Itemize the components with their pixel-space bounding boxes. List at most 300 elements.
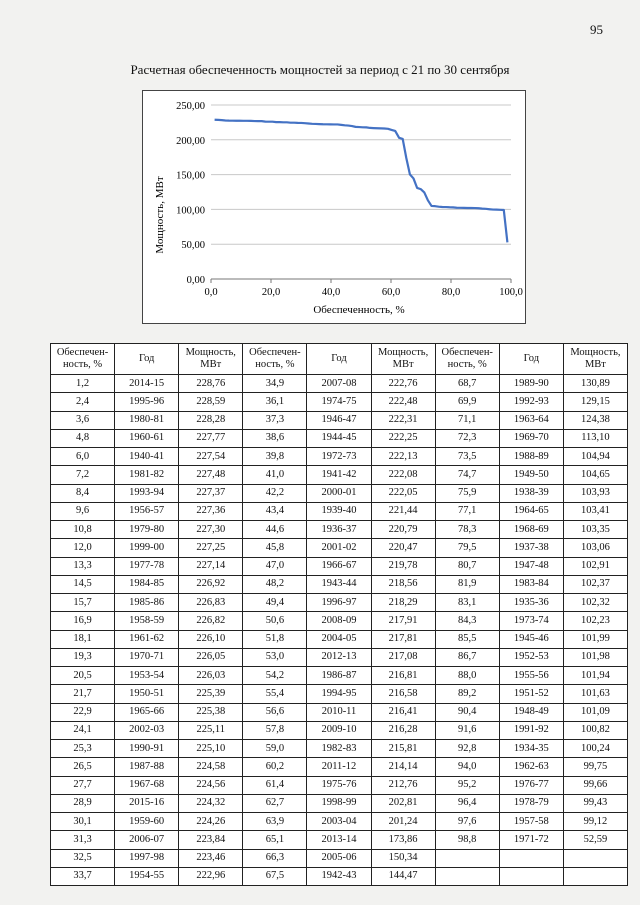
- table-cell: 71,1: [435, 411, 499, 429]
- table-cell: 1979-80: [115, 521, 179, 539]
- table-cell: [435, 867, 499, 885]
- table-cell: 60,2: [243, 758, 307, 776]
- table-cell: 1986-87: [307, 667, 371, 685]
- table-cell: 1966-67: [307, 557, 371, 575]
- table-cell: 1983-84: [499, 575, 563, 593]
- table-cell: 28,9: [51, 794, 115, 812]
- table-cell: 24,1: [51, 721, 115, 739]
- x-tick-label: 40,0: [321, 287, 341, 298]
- table-cell: 51,8: [243, 630, 307, 648]
- table-cell: 67,5: [243, 867, 307, 885]
- table-cell: 227,48: [179, 466, 243, 484]
- table-cell: 1935-36: [499, 594, 563, 612]
- table-cell: 79,5: [435, 539, 499, 557]
- table-cell: 1996-97: [307, 594, 371, 612]
- table-cell: 1968-69: [499, 521, 563, 539]
- table-cell: 1934-35: [499, 740, 563, 758]
- table-cell: 1981-82: [115, 466, 179, 484]
- table-cell: 19,3: [51, 648, 115, 666]
- table-cell: 1961-62: [115, 630, 179, 648]
- table-cell: 2001-02: [307, 539, 371, 557]
- table-cell: 33,7: [51, 867, 115, 885]
- table-cell: 150,34: [371, 849, 435, 867]
- table-cell: 2004-05: [307, 630, 371, 648]
- table-cell: 1976-77: [499, 776, 563, 794]
- table-cell: 102,91: [563, 557, 627, 575]
- table-cell: 32,5: [51, 849, 115, 867]
- table-cell: 1938-39: [499, 484, 563, 502]
- table-cell: 220,79: [371, 521, 435, 539]
- table-cell: 103,06: [563, 539, 627, 557]
- table-cell: 101,63: [563, 685, 627, 703]
- table-cell: 228,59: [179, 393, 243, 411]
- table-cell: 224,56: [179, 776, 243, 794]
- table-cell: 1994-95: [307, 685, 371, 703]
- table-cell: 21,7: [51, 685, 115, 703]
- table-cell: 144,47: [371, 867, 435, 885]
- table-cell: 225,38: [179, 703, 243, 721]
- table-cell: 91,6: [435, 721, 499, 739]
- table-cell: 89,2: [435, 685, 499, 703]
- table-cell: 103,41: [563, 502, 627, 520]
- table-cell: 14,5: [51, 575, 115, 593]
- table-cell: 222,08: [371, 466, 435, 484]
- table-cell: 20,5: [51, 667, 115, 685]
- table-cell: 1997-98: [115, 849, 179, 867]
- table-cell: 25,3: [51, 740, 115, 758]
- table-cell: 219,78: [371, 557, 435, 575]
- table-cell: 202,81: [371, 794, 435, 812]
- table-cell: 1973-74: [499, 612, 563, 630]
- table-row: [51, 521, 628, 539]
- table-cell: 201,24: [371, 813, 435, 831]
- table-cell: 100,82: [563, 721, 627, 739]
- y-tick-label: 100,00: [176, 205, 205, 217]
- x-tick-label: 0,0: [204, 287, 218, 298]
- table-cell: 53,0: [243, 648, 307, 666]
- table-cell: 37,3: [243, 411, 307, 429]
- table-cell: 15,7: [51, 594, 115, 612]
- table-cell: 41,0: [243, 466, 307, 484]
- table-cell: 13,3: [51, 557, 115, 575]
- table-row: [51, 667, 628, 685]
- table-cell: [499, 867, 563, 885]
- table-cell: 56,6: [243, 703, 307, 721]
- table-cell: 1960-61: [115, 429, 179, 447]
- table-cell: 130,89: [563, 375, 627, 393]
- chart-grid: [211, 105, 511, 279]
- table-cell: 103,35: [563, 521, 627, 539]
- column-header: Обеспечен-ность, %: [243, 344, 307, 375]
- table-cell: 2,4: [51, 393, 115, 411]
- table-cell: 1971-72: [499, 831, 563, 849]
- column-header: Обеспечен-ность, %: [51, 344, 115, 375]
- table-cell: 2008-09: [307, 612, 371, 630]
- table-cell: 43,4: [243, 502, 307, 520]
- table-cell: 222,05: [371, 484, 435, 502]
- table-cell: 7,2: [51, 466, 115, 484]
- table-cell: 2012-13: [307, 648, 371, 666]
- table-cell: 1982-83: [307, 740, 371, 758]
- chart-series: [215, 120, 508, 243]
- table-cell: 226,10: [179, 630, 243, 648]
- table-cell: 227,25: [179, 539, 243, 557]
- table-cell: 84,3: [435, 612, 499, 630]
- table-cell: 1993-94: [115, 484, 179, 502]
- table-cell: 226,03: [179, 667, 243, 685]
- table-cell: 2006-07: [115, 831, 179, 849]
- table-cell: [563, 849, 627, 867]
- table-cell: 217,91: [371, 612, 435, 630]
- table-row: [51, 411, 628, 429]
- x-tick-label: 20,0: [261, 287, 281, 298]
- column-header: Год: [115, 344, 179, 375]
- table-row: [51, 575, 628, 593]
- table-cell: 1959-60: [115, 813, 179, 831]
- table-cell: 2003-04: [307, 813, 371, 831]
- table-cell: 1936-37: [307, 521, 371, 539]
- table-cell: 83,1: [435, 594, 499, 612]
- column-header: Обеспечен-ность, %: [435, 344, 499, 375]
- table-cell: 223,46: [179, 849, 243, 867]
- table-cell: 55,4: [243, 685, 307, 703]
- table-cell: 1998-99: [307, 794, 371, 812]
- x-tick-label: 60,0: [381, 287, 401, 298]
- table-cell: 99,12: [563, 813, 627, 831]
- table-cell: 1941-42: [307, 466, 371, 484]
- table-cell: 68,7: [435, 375, 499, 393]
- table-cell: 50,6: [243, 612, 307, 630]
- table-cell: 54,2: [243, 667, 307, 685]
- table-cell: 1940-41: [115, 448, 179, 466]
- table-cell: 228,28: [179, 411, 243, 429]
- table-cell: 1965-66: [115, 703, 179, 721]
- table-cell: 59,0: [243, 740, 307, 758]
- table-cell: 66,3: [243, 849, 307, 867]
- table-cell: 1951-52: [499, 685, 563, 703]
- table-cell: 224,58: [179, 758, 243, 776]
- table-cell: 49,4: [243, 594, 307, 612]
- table-row: [51, 740, 628, 758]
- table-cell: 1946-47: [307, 411, 371, 429]
- table-cell: 2010-11: [307, 703, 371, 721]
- table-cell: 2009-10: [307, 721, 371, 739]
- table-cell: 2011-12: [307, 758, 371, 776]
- table-cell: 222,76: [371, 375, 435, 393]
- table-cell: 1945-46: [499, 630, 563, 648]
- table-cell: 129,15: [563, 393, 627, 411]
- table-cell: 216,41: [371, 703, 435, 721]
- table-row: [51, 813, 628, 831]
- x-axis-label: Обеспеченность, %: [313, 304, 405, 316]
- table-cell: 1999-00: [115, 539, 179, 557]
- table-cell: 223,84: [179, 831, 243, 849]
- table-cell: 1943-44: [307, 575, 371, 593]
- table-cell: 1969-70: [499, 429, 563, 447]
- table-cell: 12,0: [51, 539, 115, 557]
- table-cell: 2013-14: [307, 831, 371, 849]
- table-cell: 227,77: [179, 429, 243, 447]
- table-row: [51, 630, 628, 648]
- table-cell: 101,09: [563, 703, 627, 721]
- table-row: [51, 794, 628, 812]
- table-cell: 52,59: [563, 831, 627, 849]
- table-cell: 38,6: [243, 429, 307, 447]
- table-cell: 216,28: [371, 721, 435, 739]
- table-row: [51, 685, 628, 703]
- table-cell: 102,32: [563, 594, 627, 612]
- table-cell: 217,08: [371, 648, 435, 666]
- table-cell: 1962-63: [499, 758, 563, 776]
- table-cell: 1975-76: [307, 776, 371, 794]
- series-line: [215, 120, 508, 243]
- table-cell: 222,13: [371, 448, 435, 466]
- table-row: [51, 502, 628, 520]
- table-cell: 1954-55: [115, 867, 179, 885]
- table-cell: 227,30: [179, 521, 243, 539]
- chart-title: Расчетная обеспеченность мощностей за период с 21 по 30 сентября: [130, 62, 510, 77]
- table-cell: 102,37: [563, 575, 627, 593]
- column-header: Год: [307, 344, 371, 375]
- table-cell: 1980-81: [115, 411, 179, 429]
- table-cell: 226,83: [179, 594, 243, 612]
- table-cell: 101,99: [563, 630, 627, 648]
- table-cell: 99,43: [563, 794, 627, 812]
- table-cell: 225,10: [179, 740, 243, 758]
- table-cell: 1939-40: [307, 502, 371, 520]
- table-cell: 220,47: [371, 539, 435, 557]
- table-cell: 80,7: [435, 557, 499, 575]
- table-cell: 1990-91: [115, 740, 179, 758]
- table-cell: 100,24: [563, 740, 627, 758]
- table-cell: 78,3: [435, 521, 499, 539]
- table-cell: 1942-43: [307, 867, 371, 885]
- x-tick-label: 100,0: [499, 287, 523, 298]
- table-cell: 1989-90: [499, 375, 563, 393]
- table-cell: 2007-08: [307, 375, 371, 393]
- table-row: [51, 758, 628, 776]
- table-cell: 26,5: [51, 758, 115, 776]
- table-cell: 39,8: [243, 448, 307, 466]
- table-cell: 75,9: [435, 484, 499, 502]
- table-cell: 225,11: [179, 721, 243, 739]
- table-cell: 96,4: [435, 794, 499, 812]
- table-cell: 18,1: [51, 630, 115, 648]
- table-row: [51, 849, 628, 867]
- table-row: [51, 648, 628, 666]
- table-cell: 1947-48: [499, 557, 563, 575]
- table-cell: 1991-92: [499, 721, 563, 739]
- table-cell: 227,37: [179, 484, 243, 502]
- table-row: [51, 612, 628, 630]
- table-cell: 101,98: [563, 648, 627, 666]
- table-cell: 222,96: [179, 867, 243, 885]
- y-axis-label: Мощность, МВт: [154, 176, 166, 254]
- table-cell: 226,05: [179, 648, 243, 666]
- table-cell: 65,1: [243, 831, 307, 849]
- table-row: [51, 539, 628, 557]
- table-row: [51, 776, 628, 794]
- table-row: [51, 867, 628, 885]
- column-header: Мощность, МВт: [179, 344, 243, 375]
- table-cell: 212,76: [371, 776, 435, 794]
- table-cell: 218,56: [371, 575, 435, 593]
- table-cell: 1937-38: [499, 539, 563, 557]
- table-cell: 6,0: [51, 448, 115, 466]
- y-tick-label: 200,00: [176, 135, 205, 147]
- table-cell: 73,5: [435, 448, 499, 466]
- table-cell: 2005-06: [307, 849, 371, 867]
- table-cell: 88,0: [435, 667, 499, 685]
- table-cell: 104,65: [563, 466, 627, 484]
- table-cell: 62,7: [243, 794, 307, 812]
- table-cell: 1987-88: [115, 758, 179, 776]
- y-tick-label: 150,00: [176, 170, 205, 182]
- table-cell: 2014-15: [115, 375, 179, 393]
- table-cell: 1,2: [51, 375, 115, 393]
- table-cell: 63,9: [243, 813, 307, 831]
- table-cell: 94,0: [435, 758, 499, 776]
- table-cell: 113,10: [563, 429, 627, 447]
- table-cell: 99,66: [563, 776, 627, 794]
- table-header-row: [51, 344, 628, 375]
- table-cell: 222,25: [371, 429, 435, 447]
- table-cell: 226,92: [179, 575, 243, 593]
- table-cell: 30,1: [51, 813, 115, 831]
- table-cell: 228,76: [179, 375, 243, 393]
- table-cell: 2002-03: [115, 721, 179, 739]
- x-axis-ticks: [204, 279, 522, 298]
- chart-area: [142, 90, 526, 324]
- table-row: [51, 721, 628, 739]
- table-cell: 102,23: [563, 612, 627, 630]
- column-header: Год: [499, 344, 563, 375]
- table-cell: 47,0: [243, 557, 307, 575]
- table-row: [51, 594, 628, 612]
- table-cell: 86,7: [435, 648, 499, 666]
- table-cell: 1963-64: [499, 411, 563, 429]
- table-cell: 98,8: [435, 831, 499, 849]
- table-cell: 1952-53: [499, 648, 563, 666]
- table-cell: 77,1: [435, 502, 499, 520]
- table-cell: 221,44: [371, 502, 435, 520]
- table-row: [51, 831, 628, 849]
- table-cell: 34,9: [243, 375, 307, 393]
- table-cell: 1992-93: [499, 393, 563, 411]
- y-tick-label: 0,00: [186, 275, 205, 286]
- table-cell: [563, 867, 627, 885]
- y-tick-label: 50,00: [181, 240, 205, 252]
- table-cell: 216,81: [371, 667, 435, 685]
- table-cell: 227,36: [179, 502, 243, 520]
- table-cell: 104,94: [563, 448, 627, 466]
- table-cell: 48,2: [243, 575, 307, 593]
- table-cell: 124,38: [563, 411, 627, 429]
- table-cell: 1955-56: [499, 667, 563, 685]
- table-cell: 1950-51: [115, 685, 179, 703]
- table-cell: 1995-96: [115, 393, 179, 411]
- table-cell: 85,5: [435, 630, 499, 648]
- table-cell: 1977-78: [115, 557, 179, 575]
- table-cell: 215,81: [371, 740, 435, 758]
- table-cell: 1964-65: [499, 502, 563, 520]
- table-cell: 1988-89: [499, 448, 563, 466]
- table-cell: 10,8: [51, 521, 115, 539]
- table-cell: [499, 849, 563, 867]
- table-cell: 69,9: [435, 393, 499, 411]
- table-cell: 97,6: [435, 813, 499, 831]
- x-tick-label: 80,0: [441, 287, 461, 298]
- table-cell: 1984-85: [115, 575, 179, 593]
- table-cell: 227,14: [179, 557, 243, 575]
- table-cell: 74,7: [435, 466, 499, 484]
- table-cell: 1985-86: [115, 594, 179, 612]
- table-cell: 81,9: [435, 575, 499, 593]
- table-row: [51, 557, 628, 575]
- column-header: Мощность, МВт: [371, 344, 435, 375]
- table-cell: 217,81: [371, 630, 435, 648]
- y-axis-ticks: [176, 101, 205, 286]
- table-cell: 45,8: [243, 539, 307, 557]
- table-row: [51, 448, 628, 466]
- y-tick-label: 250,00: [176, 101, 205, 112]
- table-cell: 101,94: [563, 667, 627, 685]
- table-cell: 1944-45: [307, 429, 371, 447]
- table-cell: 4,8: [51, 429, 115, 447]
- line-chart: [143, 91, 527, 325]
- table-cell: 222,31: [371, 411, 435, 429]
- table-cell: 218,29: [371, 594, 435, 612]
- table-cell: 27,7: [51, 776, 115, 794]
- table-cell: 95,2: [435, 776, 499, 794]
- table-cell: 44,6: [243, 521, 307, 539]
- table-cell: 1953-54: [115, 667, 179, 685]
- table-cell: 3,6: [51, 411, 115, 429]
- table-cell: 2000-01: [307, 484, 371, 502]
- table-cell: 72,3: [435, 429, 499, 447]
- table-cell: 92,8: [435, 740, 499, 758]
- table-cell: 1970-71: [115, 648, 179, 666]
- table-cell: 103,93: [563, 484, 627, 502]
- table-cell: 214,14: [371, 758, 435, 776]
- table-cell: 42,2: [243, 484, 307, 502]
- table-cell: 1958-59: [115, 612, 179, 630]
- table-cell: 1949-50: [499, 466, 563, 484]
- column-header: Мощность, МВт: [563, 344, 627, 375]
- table-cell: 31,3: [51, 831, 115, 849]
- table-cell: 90,4: [435, 703, 499, 721]
- table-cell: 224,32: [179, 794, 243, 812]
- table-cell: 216,58: [371, 685, 435, 703]
- table-cell: 1978-79: [499, 794, 563, 812]
- table-cell: 9,6: [51, 502, 115, 520]
- table-cell: 2015-16: [115, 794, 179, 812]
- table-cell: 224,26: [179, 813, 243, 831]
- table-row: [51, 429, 628, 447]
- table-cell: 8,4: [51, 484, 115, 502]
- table-cell: 1974-75: [307, 393, 371, 411]
- table-cell: 16,9: [51, 612, 115, 630]
- table-cell: 1967-68: [115, 776, 179, 794]
- table-cell: 1956-57: [115, 502, 179, 520]
- table-row: [51, 466, 628, 484]
- table-cell: 227,54: [179, 448, 243, 466]
- table-cell: 36,1: [243, 393, 307, 411]
- table-cell: 22,9: [51, 703, 115, 721]
- table-cell: 1957-58: [499, 813, 563, 831]
- page-number: 95: [590, 22, 603, 37]
- table-body: [51, 375, 628, 886]
